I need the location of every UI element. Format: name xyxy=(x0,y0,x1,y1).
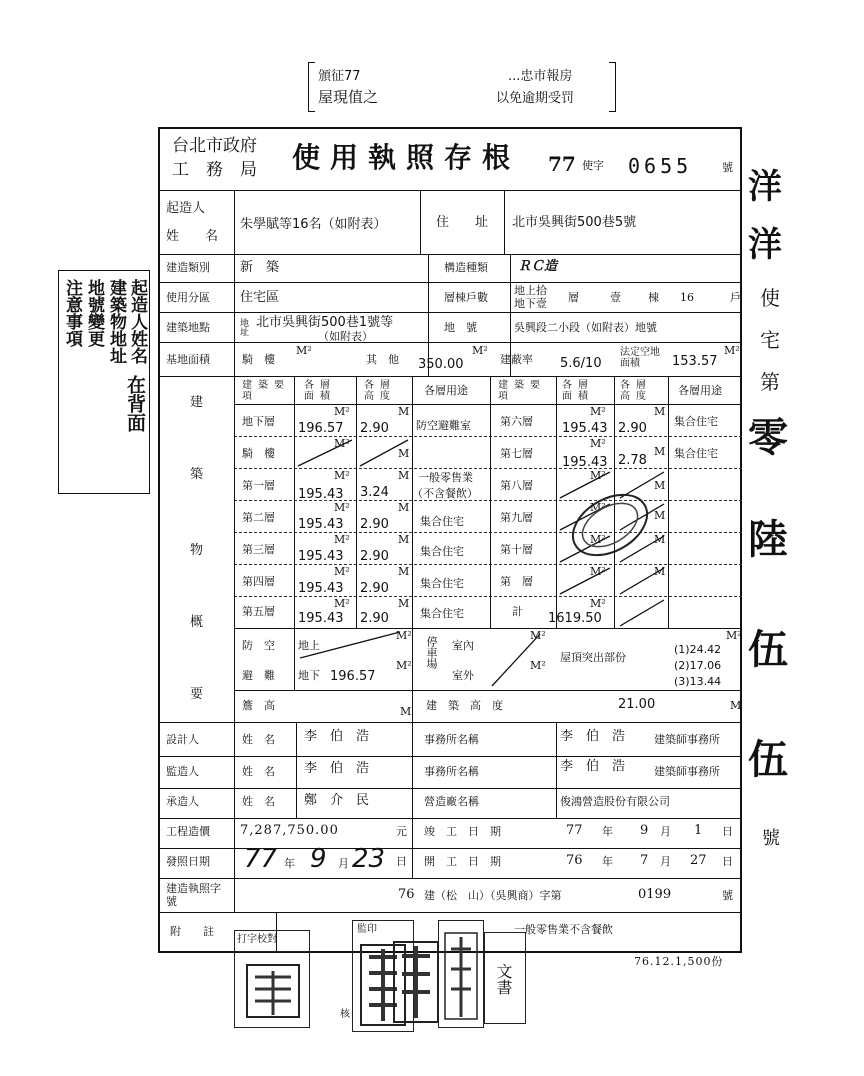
coverage-value: 5.6/10 xyxy=(560,356,602,371)
done-yue: 月 xyxy=(660,825,671,838)
roof-value-1: (1)24.42 xyxy=(674,643,722,656)
agency-line-2: 工 務 局 xyxy=(172,160,257,180)
dong-label: 棟 xyxy=(648,291,659,304)
contractor-firm: 俊鴻營造股份有限公司 xyxy=(560,795,670,808)
issue-date-label: 發照日期 xyxy=(166,855,210,868)
contractor-firm-label: 營造廠名稱 xyxy=(424,795,479,808)
issue-ri: 日 xyxy=(396,855,407,868)
permit-year: 77 xyxy=(548,152,576,176)
issue-month: 9 xyxy=(310,844,327,874)
floor-height: 2.90 xyxy=(360,581,389,596)
top-note-left: 頒征77 xyxy=(318,69,361,84)
permit-number: 0655 xyxy=(628,154,693,178)
coverage-label: 建蔽率 xyxy=(500,353,533,366)
other-label: 其 他 xyxy=(366,353,399,366)
parking-outdoor: 室外 xyxy=(452,669,474,682)
top-note-left2: 屋現值之 xyxy=(318,88,379,106)
cost-value: 7,287,750.00 xyxy=(240,823,339,838)
shelter-above: 地上 xyxy=(298,639,320,652)
owner-value: 朱學賦等16名（如附表） xyxy=(240,217,387,232)
floor-height: 2.90 xyxy=(360,611,389,626)
done-date-label: 竣 工 日 期 xyxy=(424,825,501,838)
other-value: 350.00 xyxy=(418,357,464,372)
supervisor-office-suffix: 建築師事務所 xyxy=(654,765,720,778)
head-use-l: 各層用途 xyxy=(424,384,468,397)
floor-use: 防空避難室 xyxy=(416,419,471,432)
start-month: 7 xyxy=(640,853,649,868)
side-note-col3: 建築物地址 xyxy=(106,279,126,364)
floor-name: 第十層 xyxy=(500,543,533,556)
roof-value-2: (2)17.06 xyxy=(674,659,722,672)
floor-area: 1619.50 xyxy=(548,611,602,626)
side-note-col2: 地號變更 xyxy=(84,279,104,347)
structure-value: ＲＣ造 xyxy=(518,259,558,274)
done-ri: 日 xyxy=(722,825,733,838)
category-label: 建造類別 xyxy=(166,261,210,274)
parking-indoor-m2: M² xyxy=(530,629,546,642)
rm-2: 使 xyxy=(760,286,780,310)
seal-stamp-label: 監印 xyxy=(357,924,377,935)
roof-label: 屋頂突出部份 xyxy=(560,651,626,664)
floors-ceng: 層 xyxy=(568,291,579,304)
floor-height: 2.78 xyxy=(618,453,647,468)
shelter-below-value: 196.57 xyxy=(330,669,376,684)
roof-m2: M² xyxy=(726,629,742,642)
floor-use: 集合住宅 xyxy=(674,447,718,460)
supervisor-office-label: 事務所名稱 xyxy=(424,765,479,778)
cost-yuan: 元 xyxy=(396,825,407,838)
supervisor-name: 李 伯 浩 xyxy=(304,761,370,776)
total-height-value: 21.00 xyxy=(618,697,656,712)
done-year: 77 xyxy=(566,823,583,838)
floor-area: 195.43 xyxy=(298,611,344,626)
start-nian: 年 xyxy=(602,855,613,868)
seal-icon xyxy=(243,961,303,1021)
floor-area: 195.43 xyxy=(298,549,344,564)
floor-use: 集合住宅 xyxy=(420,607,464,620)
floor-name: 第八層 xyxy=(500,479,533,492)
start-day: 27 xyxy=(690,853,707,868)
document-stamp xyxy=(484,932,526,1024)
zone-label: 使用分區 xyxy=(166,291,210,304)
floor-use: （不含餐飲） xyxy=(412,487,478,500)
location-sub: 地址 xyxy=(238,318,248,336)
build-permit-label: 建造執照字號 xyxy=(166,882,221,908)
units-count: 16 xyxy=(680,291,694,304)
issue-year: 77 xyxy=(244,844,278,874)
floor-use: 集合住宅 xyxy=(420,545,464,558)
document-stamp-label: 文書 xyxy=(494,963,513,995)
head-height-r: 各層高度 xyxy=(620,380,652,402)
floor-area: 196.57 xyxy=(298,421,344,436)
done-month: 9 xyxy=(640,823,649,838)
legal-space-label: 法定空地面積 xyxy=(620,347,660,369)
bldg-label-2: 物 xyxy=(190,543,204,558)
remark-value: 一般零售業不含餐飲 xyxy=(514,923,613,936)
remark-label: 附 註 xyxy=(170,925,214,938)
floor-name: 第九層 xyxy=(500,511,533,524)
site-area-label: 基地面積 xyxy=(166,353,210,366)
permit-word: 使字 xyxy=(582,159,604,172)
arcade-label: 騎 樓 xyxy=(242,353,275,366)
parking-label: 停車場 xyxy=(425,636,438,669)
build-permit-hao: 號 xyxy=(722,889,733,902)
zone-value: 住宅區 xyxy=(240,290,280,305)
floor-name: 第四層 xyxy=(242,575,275,588)
eave-label: 簷 高 xyxy=(242,699,275,712)
rm-3: 宅 xyxy=(760,328,780,352)
floors-below: 地下壹 xyxy=(514,297,547,310)
issue-nian: 年 xyxy=(284,857,295,870)
top-note-right2: 以免逾期受罚 xyxy=(496,91,575,106)
floors-above: 地上拾 xyxy=(514,284,547,297)
parking-indoor: 室內 xyxy=(452,639,474,652)
head-height-l: 各層高度 xyxy=(364,380,396,402)
form-title: 使用執照存根 xyxy=(292,141,521,174)
shelter-above-m2: M² xyxy=(396,629,412,642)
seal-icon xyxy=(392,940,440,1024)
print-note: 76.12.1,500份 xyxy=(634,955,724,968)
issue-yue: 月 xyxy=(338,857,349,870)
supervisor-office: 李 伯 浩 xyxy=(560,759,626,774)
designer-name: 李 伯 浩 xyxy=(304,729,370,744)
contractor-name-label: 姓 名 xyxy=(242,795,275,808)
eave-m: M xyxy=(400,705,412,718)
total-height-label: 建 築 高 度 xyxy=(426,699,503,712)
floor-height: 2.90 xyxy=(360,549,389,564)
contractor-name: 鄭 介 民 xyxy=(304,793,370,808)
head-area-r: 各層面積 xyxy=(562,380,594,402)
designer-office-suffix: 建築師事務所 xyxy=(654,733,720,746)
structure-label: 構造種類 xyxy=(444,261,488,274)
floor-area: 195.43 xyxy=(562,455,608,470)
floor-name: 第七層 xyxy=(500,447,533,460)
shelter-label-2: 避 難 xyxy=(242,669,275,682)
legal-space-value: 153.57 xyxy=(672,354,718,369)
address-value: 北市吳興街500巷5號 xyxy=(512,215,637,230)
floor-name: 騎 樓 xyxy=(242,447,275,460)
agency-line-1: 台北市政府 xyxy=(172,136,257,156)
shelter-below-m2: M² xyxy=(396,659,412,672)
side-note-col1: 注意事項 xyxy=(62,279,82,347)
dong-count: 壹 xyxy=(610,291,621,304)
start-date-label: 開 工 日 期 xyxy=(424,855,501,868)
floor-height: 2.90 xyxy=(618,421,647,436)
designer-name-label: 姓 名 xyxy=(242,733,275,746)
rm-1: 洋 xyxy=(748,225,782,265)
supervisor-label: 監造人 xyxy=(166,765,199,778)
address-label: 住 址 xyxy=(436,215,489,230)
floor-area: 195.43 xyxy=(298,581,344,596)
check-stamp xyxy=(340,940,440,1024)
floor-name: 第五層 xyxy=(242,605,275,618)
head-use-r: 各層用途 xyxy=(678,384,722,397)
owner-label-1: 起造人 xyxy=(166,201,206,216)
shelter-below: 地下 xyxy=(298,669,320,682)
permit-hao: 號 xyxy=(722,161,733,174)
head-item-l: 建築要項 xyxy=(242,380,290,402)
check-stamp-label: 核 xyxy=(340,1009,350,1020)
floor-name: 第一層 xyxy=(242,479,275,492)
rm-6: 陸 xyxy=(748,516,788,563)
bldg-label-4: 要 xyxy=(190,687,204,702)
shelter-label-1: 防 空 xyxy=(242,639,275,652)
cost-label: 工程造價 xyxy=(166,825,210,838)
floor-use: 集合住宅 xyxy=(420,515,464,528)
proof-stamp xyxy=(234,930,310,1028)
floor-use: 一般零售業 xyxy=(418,471,473,484)
rm-7: 伍 xyxy=(748,626,788,673)
legal-space-m2: M² xyxy=(724,344,740,357)
floor-name: 計 xyxy=(512,605,523,618)
build-permit-number: 0199 xyxy=(638,887,672,902)
floor-area: 195.43 xyxy=(298,517,344,532)
parking-outdoor-m2: M² xyxy=(530,659,546,672)
bldg-label-3: 概 xyxy=(190,615,204,630)
floor-height: 3.24 xyxy=(360,485,389,500)
floor-area: 195.43 xyxy=(298,487,344,502)
units-label: 戶 xyxy=(730,291,741,304)
other-m2: M² xyxy=(472,344,488,357)
floor-height: 2.90 xyxy=(360,517,389,532)
arcade-m2: M² xyxy=(296,344,312,357)
side-note-tail: 在背面 xyxy=(124,375,146,432)
floor-area: 195.43 xyxy=(562,421,608,436)
floor-name: 地下層 xyxy=(242,415,275,428)
lot-label: 地 號 xyxy=(444,321,477,334)
floor-name: 第三層 xyxy=(242,543,275,556)
rm-9: 號 xyxy=(762,828,780,849)
head-area-l: 各層面積 xyxy=(304,380,336,402)
rm-4: 第 xyxy=(760,370,780,394)
floor-name: 第 層 xyxy=(500,575,533,588)
category-value: 新 築 xyxy=(240,260,280,275)
seal-icon xyxy=(443,931,479,1021)
round-seal-icon xyxy=(560,480,660,570)
floor-name: 第二層 xyxy=(242,511,275,524)
head-item-r: 建築要項 xyxy=(498,380,546,402)
designer-label: 設計人 xyxy=(166,733,199,746)
floor-use: 集合住宅 xyxy=(674,415,718,428)
rm-0: 洋 xyxy=(748,167,782,207)
review-stamp xyxy=(438,920,484,1028)
supervisor-name-label: 姓 名 xyxy=(242,765,275,778)
side-note-col4: 起造人姓名 xyxy=(127,279,147,364)
floor-height: 2.90 xyxy=(360,421,389,436)
start-year: 76 xyxy=(566,853,583,868)
build-permit-text: 建（松 山）（吳興商）字第 xyxy=(424,889,562,902)
floor-use: 集合住宅 xyxy=(420,577,464,590)
floors-label: 層棟戶數 xyxy=(444,291,488,304)
floor-name: 第六層 xyxy=(500,415,533,428)
location-label: 建築地點 xyxy=(166,321,210,334)
designer-office-label: 事務所名稱 xyxy=(424,733,479,746)
owner-label-2: 姓 名 xyxy=(166,229,219,244)
location-value: 北市吳興街500巷1號等 xyxy=(256,315,394,330)
done-nian: 年 xyxy=(602,825,613,838)
contractor-label: 承造人 xyxy=(166,795,199,808)
lot-value: 吳興段二小段（如附表）地號 xyxy=(514,321,657,334)
start-yue: 月 xyxy=(660,855,671,868)
location-note: （如附表） xyxy=(318,330,373,343)
roof-value-3: (3)13.44 xyxy=(674,675,722,688)
proof-stamp-label: 打字校對 xyxy=(237,934,277,945)
done-day: 1 xyxy=(694,823,703,838)
issue-day: 23 xyxy=(352,844,386,874)
bldg-label-0: 建 xyxy=(190,395,204,410)
rm-5: 零 xyxy=(748,414,788,461)
start-ri: 日 xyxy=(722,855,733,868)
total-height-m: M xyxy=(730,699,742,712)
top-note-right: ...忠市報房 xyxy=(508,69,573,84)
bldg-label-1: 築 xyxy=(190,467,204,482)
rm-8: 伍 xyxy=(748,736,788,783)
designer-office: 李 伯 浩 xyxy=(560,729,626,744)
build-permit-year: 76 xyxy=(398,887,415,902)
